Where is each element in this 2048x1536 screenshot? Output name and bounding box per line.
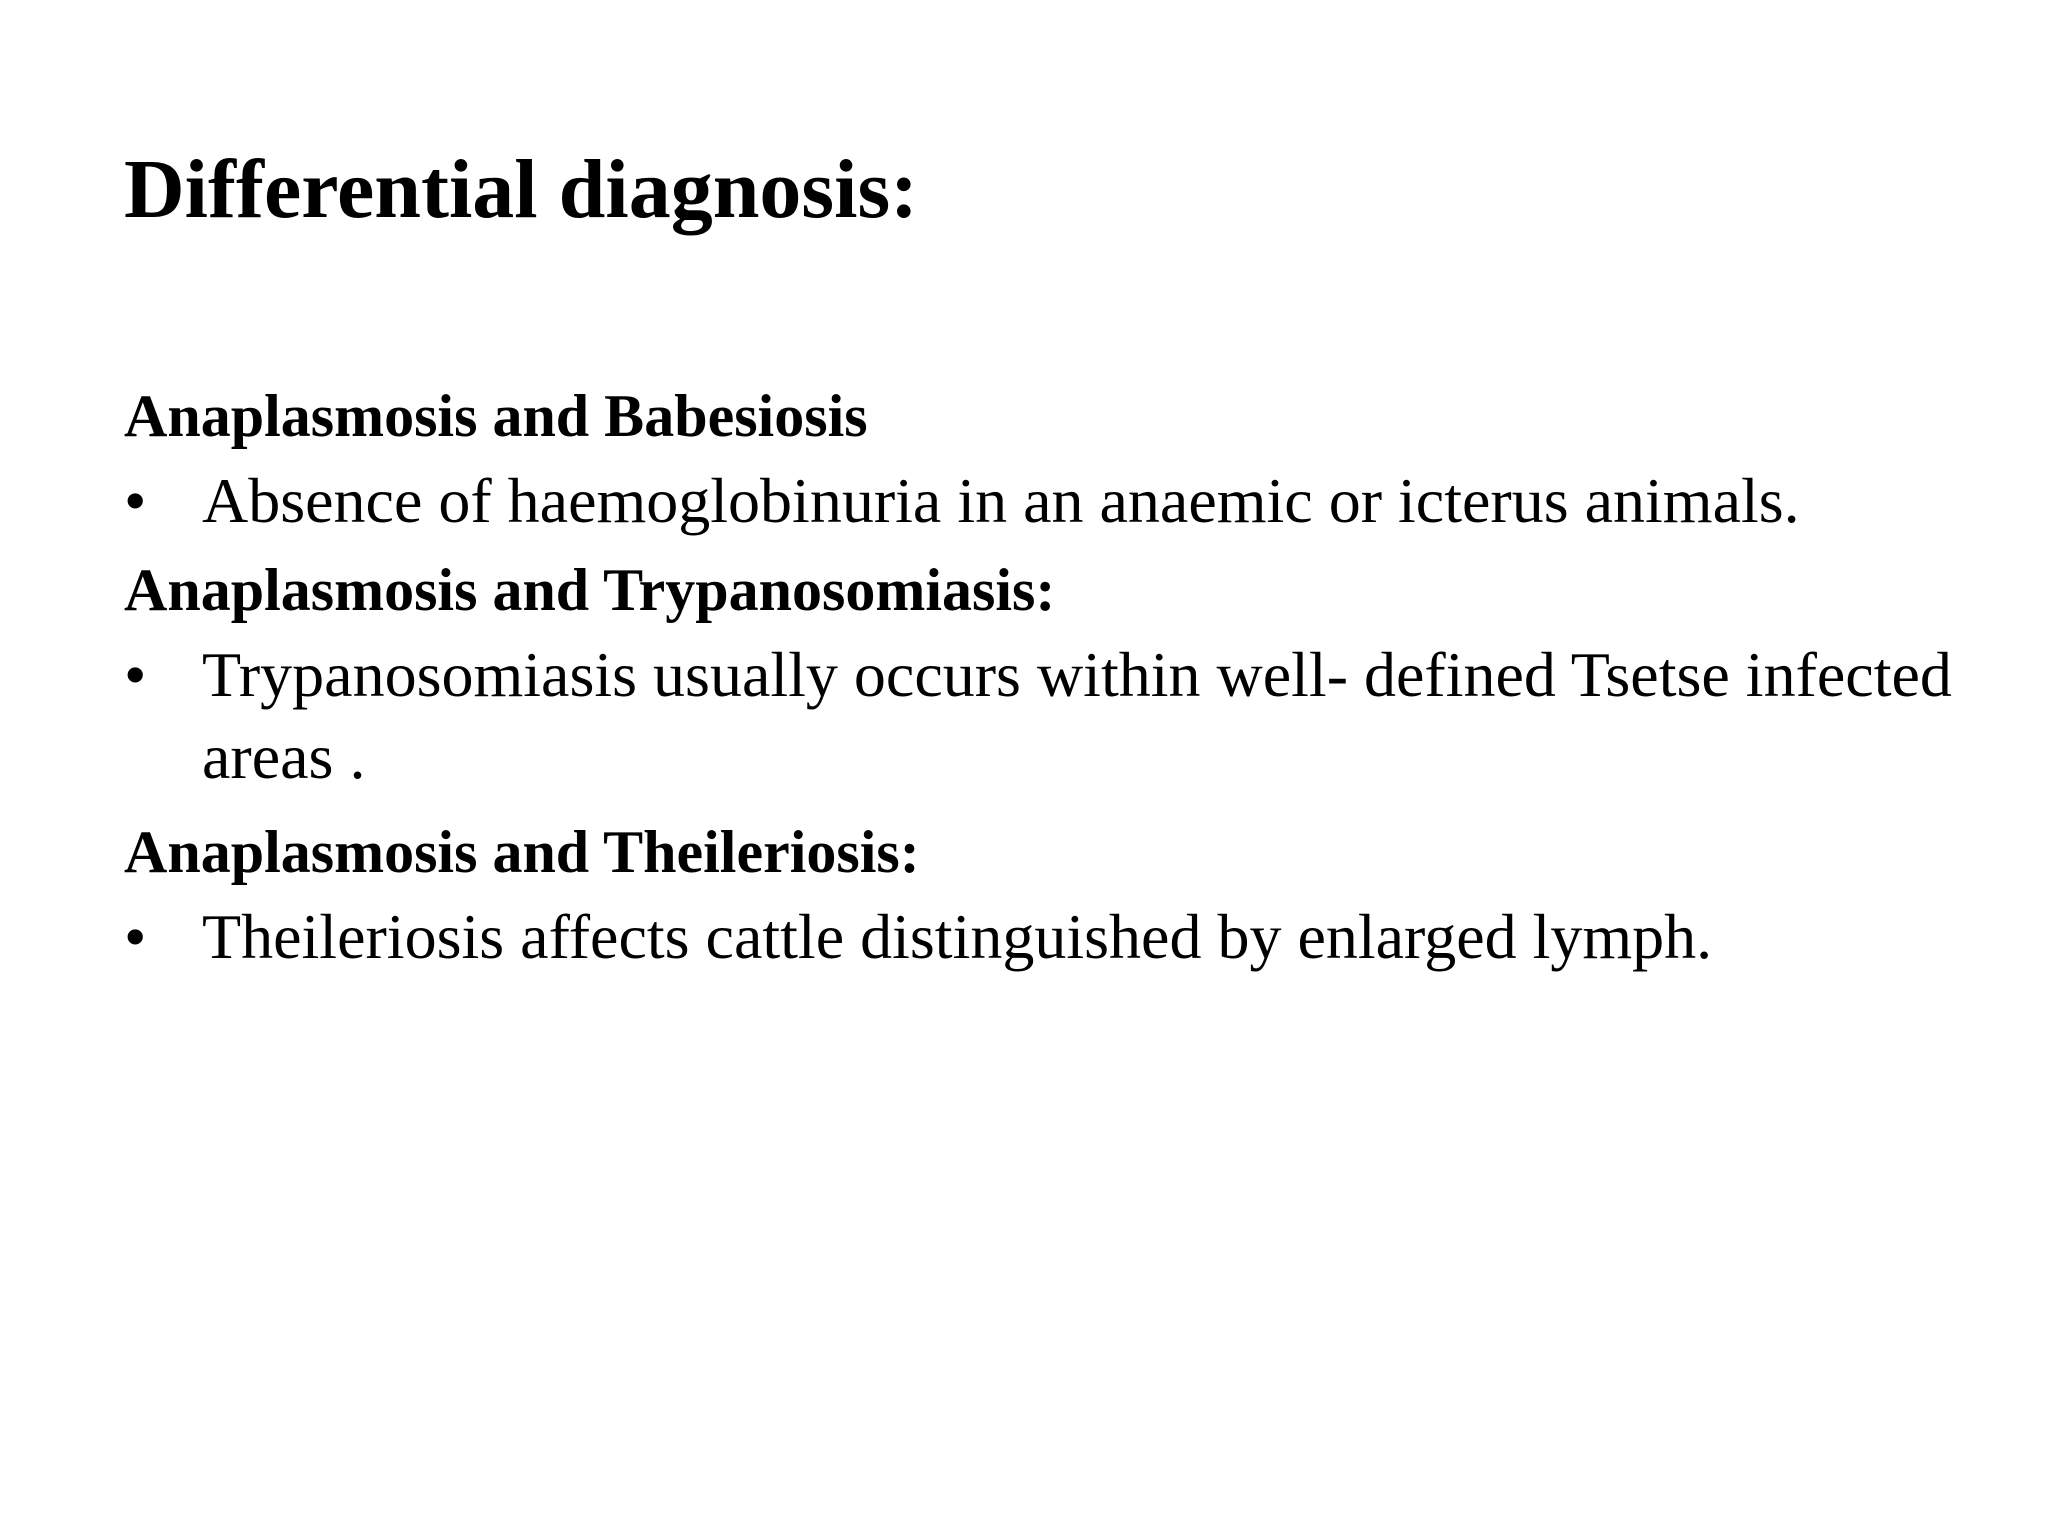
bullet-icon: •: [124, 639, 147, 710]
bullet-icon: •: [124, 901, 147, 972]
slide-title: Differential diagnosis:: [124, 143, 919, 236]
bullet-item-babesiosis: [124, 460, 2004, 542]
bullet-text-theileriosis: Theileriosis affects cattle distinguished by enlarged lymph.: [202, 901, 1713, 972]
bullet-item-trypanosomiasis: [124, 634, 2004, 798]
bullet-text-babesiosis: Absence of haemoglobinuria in an anaemic or icterus animals.: [202, 465, 1800, 536]
bullet-text-trypanosomiasis: Trypanosomiasis usually occurs within well- defined Tsetse infected areas .: [202, 639, 1952, 792]
bullet-icon: •: [124, 465, 147, 536]
section-heading-theileriosis: Anaplasmosis and Theileriosis:: [124, 819, 920, 885]
section-heading-babesiosis: Anaplasmosis and Babesiosis: [124, 383, 868, 449]
bullet-item-theileriosis: [124, 896, 2004, 978]
section-heading-trypanosomiasis: Anaplasmosis and Trypanosomiasis:: [124, 557, 1056, 623]
slide-content: [124, 372, 2004, 978]
